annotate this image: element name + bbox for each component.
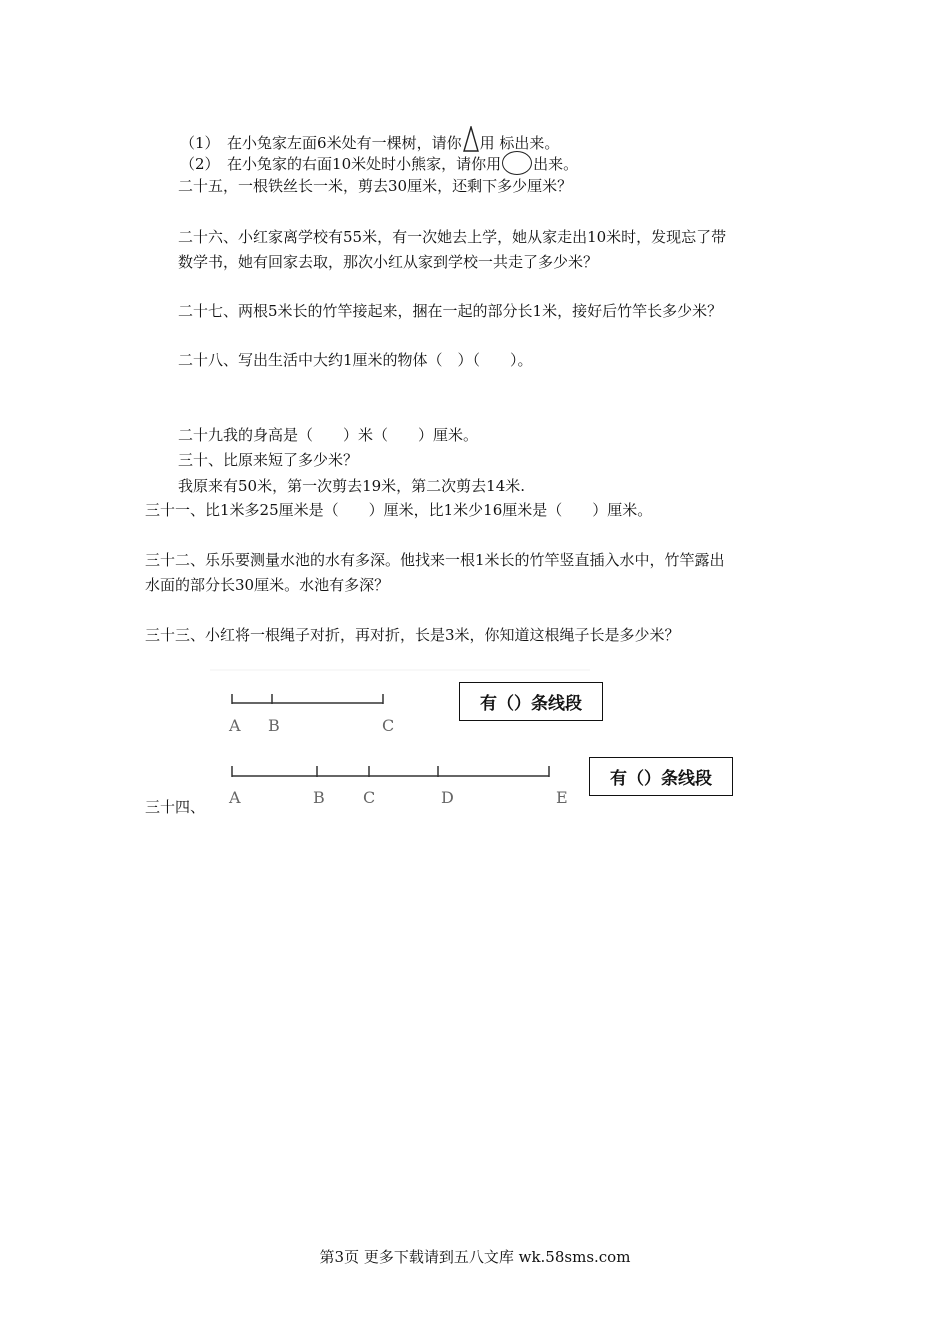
point-label: D xyxy=(441,788,454,807)
question-26-line-2: 数学书，她有回家去取，那次小红从家到学校一共走了多少米？ xyxy=(178,253,599,271)
question-34-label: 三十四、 xyxy=(145,798,206,816)
question-31: 三十一、比1米多25厘米是（ ）厘米，比1米少16厘米是（ ）厘米。 xyxy=(145,501,653,519)
triangle-icon xyxy=(463,126,479,152)
point-label: C xyxy=(382,716,395,735)
segment-diagram-2 xyxy=(232,766,549,777)
question-30-detail: 我原来有50米，第一次剪去19米，第二次剪去14米. xyxy=(178,477,526,495)
question-2-text-a: （2） 在小兔家的右面10米处时小熊家，请你用 xyxy=(180,155,502,173)
question-1-text-a: （1） 在小兔家左面6米处有一棵树，请你 xyxy=(180,134,462,152)
question-32-line-1: 三十二、乐乐要测量水池的水有多深。他找来一根1米长的竹竿竖直插入水中，竹竿露出 xyxy=(145,551,725,569)
question-2-text-b: 出来。 xyxy=(533,155,579,173)
question-27: 二十七、两根5米长的竹竿接起来，捆在一起的部分长1米，接好后竹竿长多少米？ xyxy=(178,302,723,320)
point-label: B xyxy=(268,716,280,735)
question-29: 二十九我的身高是（ ）米（ ）厘米。 xyxy=(178,426,479,444)
segment-count-box-2: 有（）条线段 xyxy=(589,757,733,796)
question-26-line-1: 二十六、小红家离学校有55米，有一次她去上学，她从家走出10米时，发现忘了带 xyxy=(178,228,727,246)
point-label: E xyxy=(556,788,568,807)
point-label: A xyxy=(229,716,241,735)
question-1-line xyxy=(180,126,559,153)
page-footer: 第3页 更多下载请到五八文库 wk.58sms.com xyxy=(319,1248,631,1266)
point-label: C xyxy=(363,788,376,807)
segment-diagram-1 xyxy=(232,694,383,704)
point-label: B xyxy=(313,788,325,807)
segment-count-box-1: 有（）条线段 xyxy=(459,682,603,721)
circle-icon xyxy=(502,151,532,175)
point-label: A xyxy=(229,788,241,807)
question-2-line xyxy=(180,151,578,175)
question-33: 三十三、小红将一根绳子对折，再对折，长是3米，你知道这根绳子长是多少米？ xyxy=(145,626,680,644)
question-32-line-2: 水面的部分长30厘米。水池有多深？ xyxy=(145,576,390,594)
question-28: 二十八、写出生活中大约1厘米的物体（ ）（ ）。 xyxy=(178,351,533,369)
question-30: 三十、比原来短了多少米？ xyxy=(178,451,359,469)
question-25: 二十五，一根铁丝长一米，剪去30厘米，还剩下多少厘米？ xyxy=(178,177,573,195)
question-1-text-b: 用 标出来。 xyxy=(479,134,560,152)
